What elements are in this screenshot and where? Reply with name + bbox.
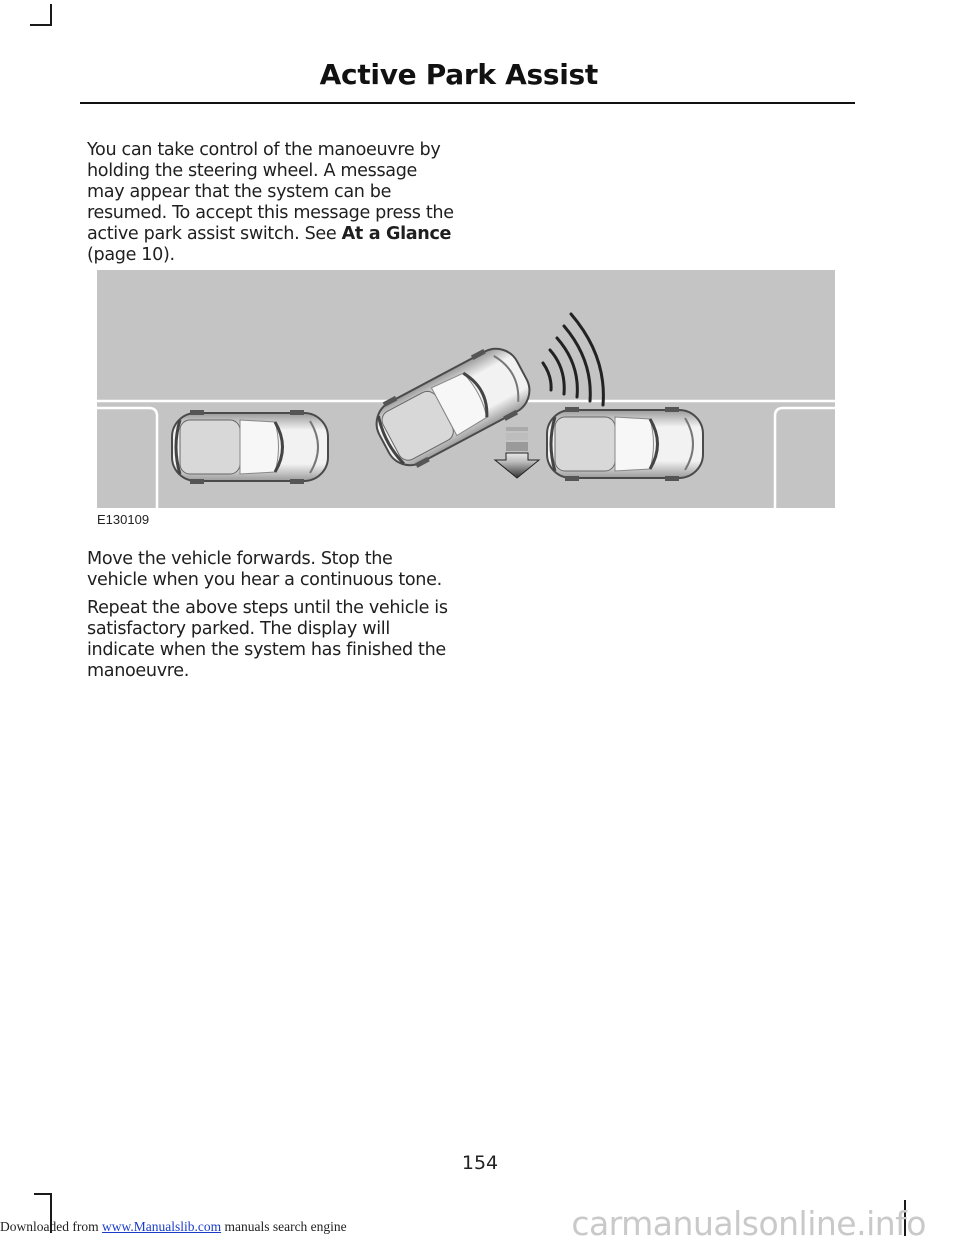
footer-suffix: manuals search engine (221, 1219, 347, 1234)
manualslib-link[interactable]: www.Manualslib.com (101, 1219, 222, 1234)
crop-mark (30, 24, 52, 26)
watermark: carmanualsonline.info (571, 1204, 926, 1243)
page-reference: (page 10). (87, 245, 175, 265)
paragraph-text: You can take control of the manoeuvre by holding the steering wheel. A message may appear that the system can be resumed. To accept this message press the active park assist switch. See (87, 140, 454, 244)
park-assist-illustration (97, 270, 835, 508)
page-title: Active Park Assist (319, 58, 598, 91)
paragraph-repeat-steps: Repeat the above steps until the vehicle is satisfactory parked. The display will indicate when the system has finished the manoeuvre. (87, 598, 448, 681)
parked-car-front (547, 407, 703, 481)
download-footer (0, 1219, 347, 1235)
parked-car-rear (172, 410, 328, 484)
header-rule (80, 102, 855, 104)
page-number: 154 (461, 1152, 499, 1174)
paragraph-takeover (87, 140, 457, 266)
cross-reference-link[interactable]: At a Glance (341, 224, 452, 244)
figure-code: E130109 (97, 512, 150, 527)
footer-prefix: Downloaded from (0, 1219, 102, 1234)
paragraph-move-forward: Move the vehicle forwards. Stop the vehicle when you hear a continuous tone. (87, 549, 442, 590)
crop-mark (50, 4, 52, 26)
